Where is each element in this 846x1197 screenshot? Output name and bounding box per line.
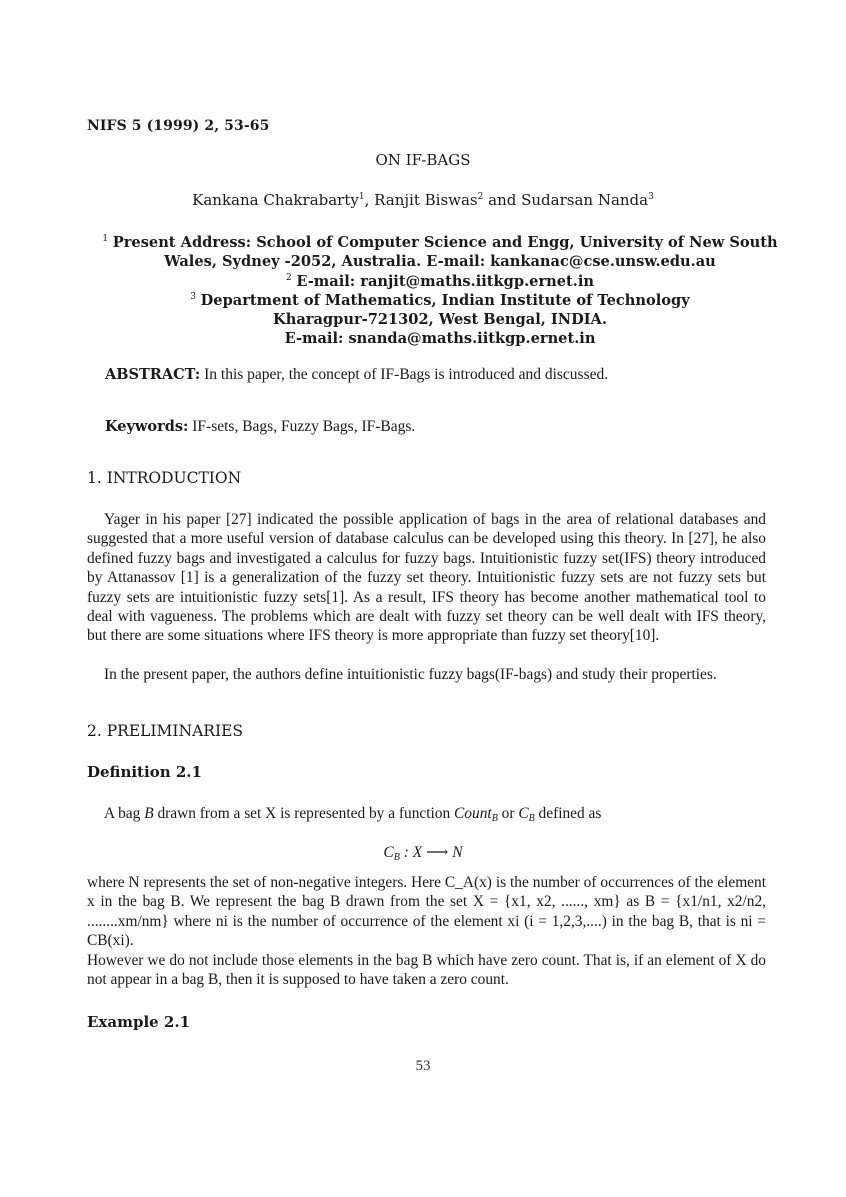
math-symbol: C	[518, 805, 529, 822]
keywords-label: Keywords:	[105, 418, 189, 435]
introduction-paragraph-1: Yager in his paper [27] indicated the possible application of bags in the area of relational databases and suggested that a more useful version of database calculus can be developed using this theory. In [27], he also defined fuzzy bags and investigated a calculus for fuzzy bags. Intuitionistic fuzzy set(IFS) theory introduced by Attanassov [1] is a generalization of the fuzzy set theory. Intuitionistic fuzzy sets are not fuzzy sets but fuzzy sets are intuitionistic fuzzy sets[1]. As a result, IFS theory has become another mathematical tool to deal with vagueness. The problems which are dealt with fuzzy set theory can be well dealt with IFS theory, but there are some situations where IFS theory is more appropriate than fuzzy set theory[10].	[87, 511, 766, 645]
definition-text	[104, 804, 764, 823]
math-symbol: Count	[454, 805, 492, 822]
text-run: or	[497, 805, 519, 822]
math-subscript: B	[491, 813, 498, 824]
author-separator: ,	[364, 191, 375, 209]
affiliation-text: Present Address: School of Computer Science and Engg, University of New South	[112, 234, 778, 251]
affiliation-text: E-mail: ranjit@maths.iitkgp.ernet.in	[296, 272, 594, 290]
affiliation-3-line-3: E-mail: snanda@maths.iitkgp.ernet.in	[284, 330, 596, 348]
author-mark: 1	[358, 192, 365, 202]
introduction-paragraph-2: In the present paper, the authors define intuitionistic fuzzy bags(IF-bags) and study their properties.	[104, 666, 717, 683]
preliminaries-paragraph-however: However we do not include those elements in the bag B which have zero count. That is, if an element of X do not appear in a bag B, then it is supposed to have taken a zero count.	[87, 952, 766, 989]
math-symbol: C	[383, 844, 394, 861]
text-run: defined as	[534, 805, 602, 822]
preliminaries-paragraph-where: where N represents the set of non-negative integers. Here C_A(x) is the number of occurrences of the element x in the bag B. We represent the bag B drawn from the set X = {x1, x2, ......, xm} as B = {x1/n1, x2/n2, ........xm/nm} where ni is the number of occurrence of the element xi (i = 1,2,3,....) in the bag B, that is ni = CB(xi).	[87, 874, 766, 950]
text-run: drawn from a set X is represented by a function	[153, 805, 455, 822]
affiliation-mark: 2	[285, 272, 292, 283]
section-heading-preliminaries: 2. PRELIMINARIES	[87, 722, 244, 740]
affiliation-mark: 3	[190, 291, 196, 302]
journal-reference: NIFS 5 (1999) 2, 53-65	[87, 118, 270, 134]
page-number: 53	[415, 1058, 431, 1074]
affiliations	[100, 233, 780, 349]
affiliation-1-line-2: Wales, Sydney -2052, Australia. E-mail: kankanac@cse.unsw.edu.au	[164, 253, 716, 271]
keywords	[105, 418, 415, 436]
author-name: Kankana Chakrabarty	[192, 191, 359, 209]
abstract	[105, 366, 608, 384]
equation	[0, 843, 846, 862]
author-mark: 2	[477, 192, 484, 202]
affiliation-2	[100, 272, 780, 291]
affiliation-text: Department of Mathematics, Indian Institute of Technology	[200, 291, 690, 309]
affiliation-3	[100, 291, 780, 310]
author-name: Sudarsan Nanda	[521, 191, 649, 209]
abstract-text: In this paper, the concept of IF-Bags is introduced and discussed.	[200, 366, 609, 383]
keywords-text: IF-sets, Bags, Fuzzy Bags, IF-Bags.	[188, 418, 416, 435]
math-subscript: B	[528, 813, 535, 824]
math-subscript: B	[393, 852, 400, 863]
author-separator: and	[483, 191, 522, 209]
equation-rest: : X ⟶ N	[399, 844, 463, 861]
author-mark: 3	[648, 192, 654, 202]
paper-title: ON IF-BAGS	[375, 151, 471, 169]
affiliation-3-line-2: Kharagpur-721302, West Bengal, INDIA.	[273, 311, 607, 329]
math-symbol: B	[144, 805, 154, 822]
affiliation-1	[100, 233, 780, 252]
affiliation-mark: 1	[102, 234, 109, 244]
example-heading: Example 2.1	[87, 1013, 191, 1031]
author-list	[0, 191, 846, 209]
text-run: A bag	[104, 805, 145, 822]
section-heading-introduction: 1. INTRODUCTION	[87, 469, 242, 487]
author-name: Ranjit Biswas	[374, 191, 478, 209]
definition-heading: Definition 2.1	[87, 763, 202, 781]
abstract-label: ABSTRACT:	[105, 366, 201, 383]
